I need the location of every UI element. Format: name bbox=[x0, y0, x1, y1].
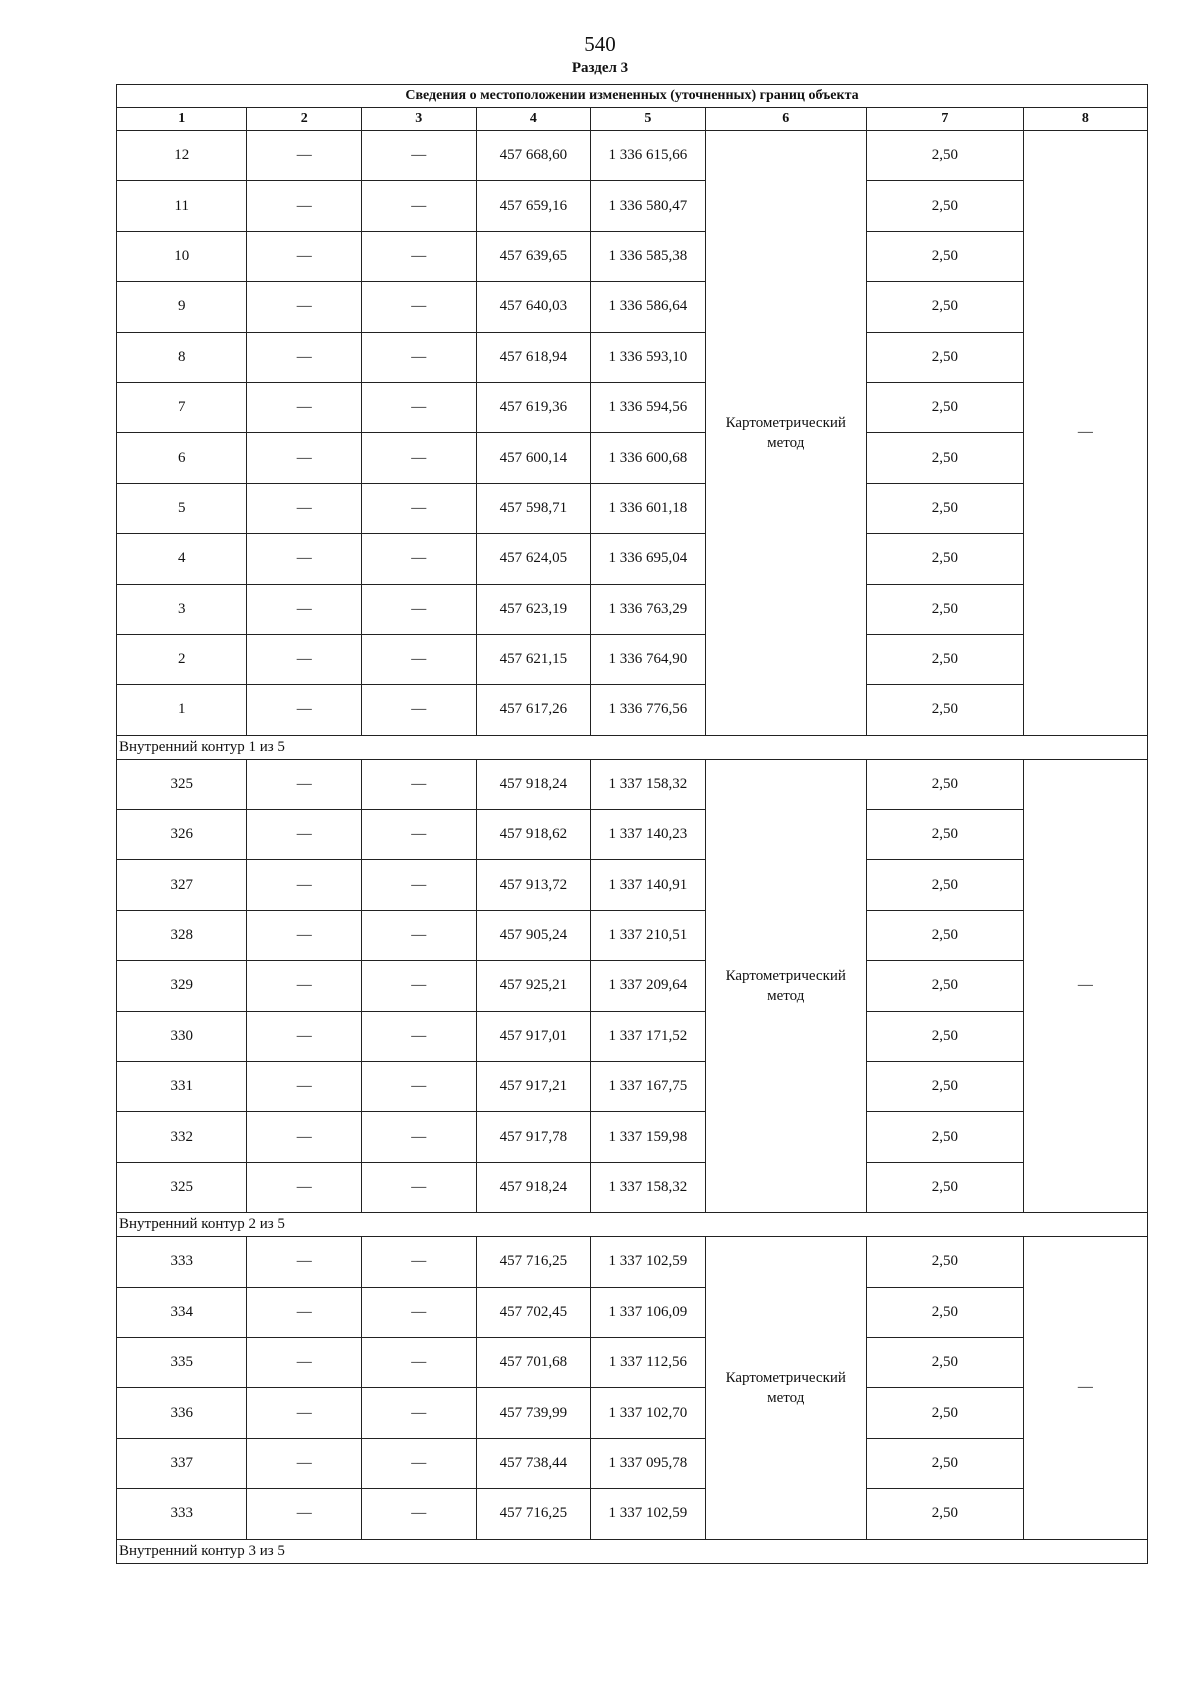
accuracy-cell: 2,50 bbox=[866, 1162, 1023, 1212]
column-3-cell: — bbox=[362, 433, 477, 483]
column-3-cell: — bbox=[362, 1112, 477, 1162]
column-3-cell: — bbox=[362, 1287, 477, 1337]
table-row bbox=[117, 332, 1148, 382]
x-coordinate-cell: 457 701,68 bbox=[476, 1337, 591, 1387]
column-2-cell: — bbox=[247, 860, 362, 910]
table-row bbox=[117, 1438, 1148, 1488]
table-row bbox=[117, 634, 1148, 684]
column-3-cell: — bbox=[362, 810, 477, 860]
x-coordinate-cell: 457 640,03 bbox=[476, 282, 591, 332]
x-coordinate-cell: 457 702,45 bbox=[476, 1287, 591, 1337]
y-coordinate-cell: 1 337 112,56 bbox=[591, 1337, 706, 1387]
column-2-cell: — bbox=[247, 685, 362, 735]
y-coordinate-cell: 1 336 586,64 bbox=[591, 282, 706, 332]
accuracy-cell: 2,50 bbox=[866, 1237, 1023, 1287]
y-coordinate-cell: 1 336 763,29 bbox=[591, 584, 706, 634]
y-coordinate-cell: 1 337 140,23 bbox=[591, 810, 706, 860]
column-3-cell: — bbox=[362, 1162, 477, 1212]
column-3-cell: — bbox=[362, 1337, 477, 1387]
x-coordinate-cell: 457 617,26 bbox=[476, 685, 591, 735]
contour-label-row bbox=[117, 735, 1148, 759]
accuracy-cell: 2,50 bbox=[866, 433, 1023, 483]
table-row bbox=[117, 282, 1148, 332]
column-3-cell: — bbox=[362, 860, 477, 910]
column-2-cell: — bbox=[247, 1237, 362, 1287]
column-2-cell: — bbox=[247, 483, 362, 533]
y-coordinate-cell: 1 337 158,32 bbox=[591, 759, 706, 809]
point-number-cell: 331 bbox=[117, 1062, 247, 1112]
x-coordinate-cell: 457 623,19 bbox=[476, 584, 591, 634]
point-number-cell: 333 bbox=[117, 1489, 247, 1539]
accuracy-cell: 2,50 bbox=[866, 634, 1023, 684]
point-number-cell: 330 bbox=[117, 1011, 247, 1061]
table-row bbox=[117, 181, 1148, 231]
column-3-cell: — bbox=[362, 483, 477, 533]
column-2-cell: — bbox=[247, 634, 362, 684]
column-2-cell: — bbox=[247, 1337, 362, 1387]
point-number-cell: 328 bbox=[117, 910, 247, 960]
accuracy-cell: 2,50 bbox=[866, 810, 1023, 860]
page-number: 540 bbox=[584, 32, 616, 56]
y-coordinate-cell: 1 337 210,51 bbox=[591, 910, 706, 960]
column-8-cell: — bbox=[1023, 131, 1147, 736]
y-coordinate-cell: 1 337 158,32 bbox=[591, 1162, 706, 1212]
column-3-cell: — bbox=[362, 910, 477, 960]
table-row bbox=[117, 131, 1148, 181]
column-3-cell: — bbox=[362, 181, 477, 231]
column-2-cell: — bbox=[247, 231, 362, 281]
accuracy-cell: 2,50 bbox=[866, 860, 1023, 910]
point-number-cell: 332 bbox=[117, 1112, 247, 1162]
column-2-cell: — bbox=[247, 1489, 362, 1539]
y-coordinate-cell: 1 336 695,04 bbox=[591, 534, 706, 584]
method-cell: Картометрический метод bbox=[705, 131, 866, 736]
point-number-cell: 325 bbox=[117, 1162, 247, 1212]
column-3-cell: — bbox=[362, 1237, 477, 1287]
y-coordinate-cell: 1 337 140,91 bbox=[591, 860, 706, 910]
x-coordinate-cell: 457 600,14 bbox=[476, 433, 591, 483]
column-8-cell: — bbox=[1023, 759, 1147, 1213]
accuracy-cell: 2,50 bbox=[866, 1112, 1023, 1162]
method-cell: Картометрический метод bbox=[705, 1237, 866, 1539]
column-number-7: 7 bbox=[866, 108, 1023, 131]
table-row bbox=[117, 759, 1148, 809]
column-2-cell: — bbox=[247, 961, 362, 1011]
x-coordinate-cell: 457 918,62 bbox=[476, 810, 591, 860]
contour-label-row bbox=[117, 1539, 1148, 1563]
x-coordinate-cell: 457 739,99 bbox=[476, 1388, 591, 1438]
x-coordinate-cell: 457 913,72 bbox=[476, 860, 591, 910]
y-coordinate-cell: 1 336 601,18 bbox=[591, 483, 706, 533]
y-coordinate-cell: 1 337 102,59 bbox=[591, 1237, 706, 1287]
accuracy-cell: 2,50 bbox=[866, 1388, 1023, 1438]
column-2-cell: — bbox=[247, 1388, 362, 1438]
column-number-8: 8 bbox=[1023, 108, 1147, 131]
point-number-cell: 4 bbox=[117, 534, 247, 584]
point-number-cell: 2 bbox=[117, 634, 247, 684]
x-coordinate-cell: 457 925,21 bbox=[476, 961, 591, 1011]
contour-label: Внутренний контур 2 из 5 bbox=[117, 1213, 1148, 1237]
table-row bbox=[117, 685, 1148, 735]
column-3-cell: — bbox=[362, 1438, 477, 1488]
table-row bbox=[117, 231, 1148, 281]
column-2-cell: — bbox=[247, 584, 362, 634]
table-row bbox=[117, 534, 1148, 584]
accuracy-cell: 2,50 bbox=[866, 961, 1023, 1011]
table-row bbox=[117, 1062, 1148, 1112]
table-row bbox=[117, 1237, 1148, 1287]
column-3-cell: — bbox=[362, 382, 477, 432]
table-row bbox=[117, 1162, 1148, 1212]
x-coordinate-cell: 457 917,21 bbox=[476, 1062, 591, 1112]
y-coordinate-cell: 1 336 600,68 bbox=[591, 433, 706, 483]
x-coordinate-cell: 457 618,94 bbox=[476, 332, 591, 382]
column-2-cell: — bbox=[247, 910, 362, 960]
point-number-cell: 10 bbox=[117, 231, 247, 281]
column-2-cell: — bbox=[247, 181, 362, 231]
point-number-cell: 9 bbox=[117, 282, 247, 332]
contour-label: Внутренний контур 3 из 5 bbox=[117, 1539, 1148, 1563]
y-coordinate-cell: 1 337 106,09 bbox=[591, 1287, 706, 1337]
column-2-cell: — bbox=[247, 534, 362, 584]
y-coordinate-cell: 1 337 209,64 bbox=[591, 961, 706, 1011]
y-coordinate-cell: 1 336 593,10 bbox=[591, 332, 706, 382]
column-2-cell: — bbox=[247, 1287, 362, 1337]
accuracy-cell: 2,50 bbox=[866, 483, 1023, 533]
column-number-4: 4 bbox=[476, 108, 591, 131]
column-8-cell: — bbox=[1023, 1237, 1147, 1539]
accuracy-cell: 2,50 bbox=[866, 1287, 1023, 1337]
method-cell: Картометрический метод bbox=[705, 759, 866, 1213]
x-coordinate-cell: 457 918,24 bbox=[476, 759, 591, 809]
point-number-cell: 5 bbox=[117, 483, 247, 533]
accuracy-cell: 2,50 bbox=[866, 1438, 1023, 1488]
accuracy-cell: 2,50 bbox=[866, 231, 1023, 281]
column-number-5: 5 bbox=[591, 108, 706, 131]
section-title: Раздел 3 bbox=[571, 60, 629, 76]
point-number-cell: 326 bbox=[117, 810, 247, 860]
y-coordinate-cell: 1 336 585,38 bbox=[591, 231, 706, 281]
x-coordinate-cell: 457 905,24 bbox=[476, 910, 591, 960]
y-coordinate-cell: 1 337 095,78 bbox=[591, 1438, 706, 1488]
point-number-cell: 336 bbox=[117, 1388, 247, 1438]
column-2-cell: — bbox=[247, 1011, 362, 1061]
y-coordinate-cell: 1 337 171,52 bbox=[591, 1011, 706, 1061]
column-number-row bbox=[117, 108, 1148, 131]
y-coordinate-cell: 1 337 102,70 bbox=[591, 1388, 706, 1438]
x-coordinate-cell: 457 917,01 bbox=[476, 1011, 591, 1061]
column-number-1: 1 bbox=[117, 108, 247, 131]
y-coordinate-cell: 1 336 594,56 bbox=[591, 382, 706, 432]
column-3-cell: — bbox=[362, 131, 477, 181]
contour-label: Внутренний контур 1 из 5 bbox=[117, 735, 1148, 759]
table-row bbox=[117, 1287, 1148, 1337]
accuracy-cell: 2,50 bbox=[866, 382, 1023, 432]
table-caption: Сведения о местоположении измененных (уточненных) границ объекта bbox=[117, 85, 1148, 108]
x-coordinate-cell: 457 668,60 bbox=[476, 131, 591, 181]
column-3-cell: — bbox=[362, 759, 477, 809]
table-row bbox=[117, 1112, 1148, 1162]
table-row bbox=[117, 1337, 1148, 1387]
y-coordinate-cell: 1 336 776,56 bbox=[591, 685, 706, 735]
column-2-cell: — bbox=[247, 1162, 362, 1212]
column-3-cell: — bbox=[362, 282, 477, 332]
column-2-cell: — bbox=[247, 382, 362, 432]
column-2-cell: — bbox=[247, 759, 362, 809]
table-row bbox=[117, 1011, 1148, 1061]
table-row bbox=[117, 382, 1148, 432]
column-2-cell: — bbox=[247, 1438, 362, 1488]
column-2-cell: — bbox=[247, 332, 362, 382]
point-number-cell: 6 bbox=[117, 433, 247, 483]
point-number-cell: 3 bbox=[117, 584, 247, 634]
point-number-cell: 335 bbox=[117, 1337, 247, 1387]
x-coordinate-cell: 457 918,24 bbox=[476, 1162, 591, 1212]
table-body bbox=[117, 131, 1148, 1564]
accuracy-cell: 2,50 bbox=[866, 282, 1023, 332]
x-coordinate-cell: 457 598,71 bbox=[476, 483, 591, 533]
coordinates-table bbox=[116, 84, 1148, 1564]
x-coordinate-cell: 457 738,44 bbox=[476, 1438, 591, 1488]
x-coordinate-cell: 457 621,15 bbox=[476, 634, 591, 684]
y-coordinate-cell: 1 336 580,47 bbox=[591, 181, 706, 231]
column-3-cell: — bbox=[362, 1062, 477, 1112]
x-coordinate-cell: 457 659,16 bbox=[476, 181, 591, 231]
accuracy-cell: 2,50 bbox=[866, 1062, 1023, 1112]
x-coordinate-cell: 457 716,25 bbox=[476, 1237, 591, 1287]
x-coordinate-cell: 457 716,25 bbox=[476, 1489, 591, 1539]
accuracy-cell: 2,50 bbox=[866, 1337, 1023, 1387]
column-number-2: 2 bbox=[247, 108, 362, 131]
point-number-cell: 334 bbox=[117, 1287, 247, 1337]
column-2-cell: — bbox=[247, 1112, 362, 1162]
column-2-cell: — bbox=[247, 282, 362, 332]
point-number-cell: 8 bbox=[117, 332, 247, 382]
column-2-cell: — bbox=[247, 131, 362, 181]
accuracy-cell: 2,50 bbox=[866, 1489, 1023, 1539]
y-coordinate-cell: 1 337 159,98 bbox=[591, 1112, 706, 1162]
y-coordinate-cell: 1 336 615,66 bbox=[591, 131, 706, 181]
column-number-3: 3 bbox=[362, 108, 477, 131]
accuracy-cell: 2,50 bbox=[866, 534, 1023, 584]
point-number-cell: 11 bbox=[117, 181, 247, 231]
table-row bbox=[117, 1489, 1148, 1539]
column-2-cell: — bbox=[247, 433, 362, 483]
point-number-cell: 1 bbox=[117, 685, 247, 735]
column-number-6: 6 bbox=[705, 108, 866, 131]
column-3-cell: — bbox=[362, 1388, 477, 1438]
point-number-cell: 7 bbox=[117, 382, 247, 432]
point-number-cell: 329 bbox=[117, 961, 247, 1011]
accuracy-cell: 2,50 bbox=[866, 332, 1023, 382]
column-3-cell: — bbox=[362, 1011, 477, 1061]
table-row bbox=[117, 584, 1148, 634]
x-coordinate-cell: 457 624,05 bbox=[476, 534, 591, 584]
column-3-cell: — bbox=[362, 231, 477, 281]
accuracy-cell: 2,50 bbox=[866, 910, 1023, 960]
table-row bbox=[117, 433, 1148, 483]
column-2-cell: — bbox=[247, 810, 362, 860]
accuracy-cell: 2,50 bbox=[866, 759, 1023, 809]
table-row bbox=[117, 1388, 1148, 1438]
table-row bbox=[117, 810, 1148, 860]
table-row bbox=[117, 961, 1148, 1011]
column-3-cell: — bbox=[362, 534, 477, 584]
column-3-cell: — bbox=[362, 1489, 477, 1539]
table-row bbox=[117, 860, 1148, 910]
x-coordinate-cell: 457 619,36 bbox=[476, 382, 591, 432]
y-coordinate-cell: 1 337 102,59 bbox=[591, 1489, 706, 1539]
y-coordinate-cell: 1 337 167,75 bbox=[591, 1062, 706, 1112]
column-3-cell: — bbox=[362, 332, 477, 382]
accuracy-cell: 2,50 bbox=[866, 685, 1023, 735]
column-3-cell: — bbox=[362, 634, 477, 684]
column-3-cell: — bbox=[362, 584, 477, 634]
point-number-cell: 327 bbox=[117, 860, 247, 910]
contour-label-row bbox=[117, 1213, 1148, 1237]
accuracy-cell: 2,50 bbox=[866, 131, 1023, 181]
x-coordinate-cell: 457 639,65 bbox=[476, 231, 591, 281]
y-coordinate-cell: 1 336 764,90 bbox=[591, 634, 706, 684]
point-number-cell: 337 bbox=[117, 1438, 247, 1488]
table-row bbox=[117, 483, 1148, 533]
accuracy-cell: 2,50 bbox=[866, 181, 1023, 231]
table-row bbox=[117, 910, 1148, 960]
accuracy-cell: 2,50 bbox=[866, 584, 1023, 634]
point-number-cell: 325 bbox=[117, 759, 247, 809]
x-coordinate-cell: 457 917,78 bbox=[476, 1112, 591, 1162]
column-3-cell: — bbox=[362, 961, 477, 1011]
point-number-cell: 12 bbox=[117, 131, 247, 181]
accuracy-cell: 2,50 bbox=[866, 1011, 1023, 1061]
column-2-cell: — bbox=[247, 1062, 362, 1112]
column-3-cell: — bbox=[362, 685, 477, 735]
point-number-cell: 333 bbox=[117, 1237, 247, 1287]
